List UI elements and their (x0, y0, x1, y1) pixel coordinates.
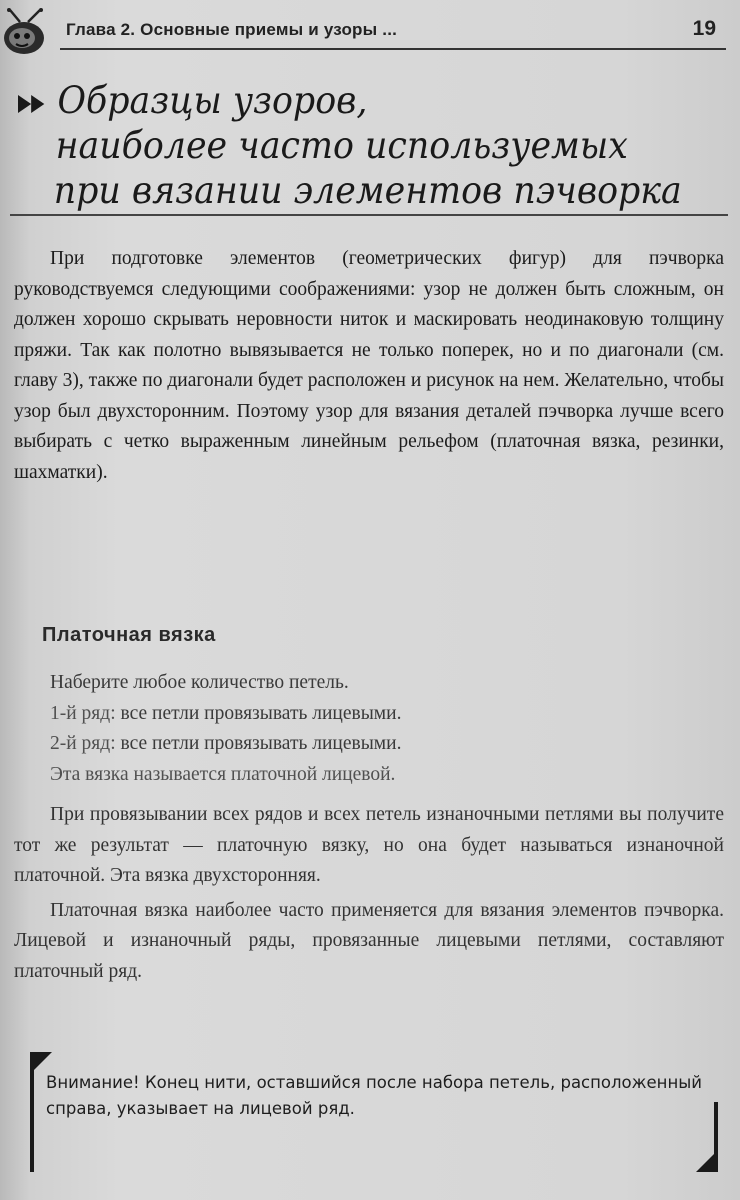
row-2-text: все петли провязывать лицевыми. (120, 733, 402, 754)
usage-paragraph: Платочная вязка наиболее часто применяется для вязания элементов пэчворка. Лицевой и изнаночный ряды, провязанные лицевыми петлями, составляют платочный ряд. (14, 899, 724, 982)
tv-mascot-icon (0, 8, 52, 56)
intro-text (14, 244, 724, 488)
note-text: Внимание! Конец нити, оставшийся после набора петель, расположенный справа, указывает на лицевой ряд. (46, 1073, 702, 1118)
subsection-title: Платочная вязка (42, 624, 216, 646)
section-title (18, 78, 685, 213)
row-2-label: 2-й ряд: (50, 733, 116, 754)
cast-on-line: Наберите любое количество петель. (50, 672, 349, 693)
row-1-line (14, 699, 724, 730)
intro-paragraph: При подготовке элементов (геометрических фигур) для пэчворка руководствуемся следующими соображениями: узор не должен быть сложным, он должен хорошо скрывать неровности ниток и маскировать неодинаковую толщину пряжи. Так как полотно вывязывается не только поперек, но и по диагонали (см. главу 3), также по диагонали будет расположен и рисунок на нем. Желательно, чтобы узор был двухсторонним. Поэтому узор для вязания деталей пэчворка лучше всего выбирать с четко выраженным линейным рельефом (платочная вязка, резинки, шахматки). (14, 248, 724, 483)
purl-paragraph: При провязывании всех рядов и всех петель изнаночными петлями вы получите тот же результат — платочную вязку, но она будет называться изнаночной платочной. Эта вязка двухсторонняя. (14, 804, 724, 886)
row-1-label: 1-й ряд: (50, 702, 116, 724)
section-title-line-1: Образцы узоров, (57, 79, 368, 122)
title-divider (10, 214, 728, 216)
row-2-line (14, 729, 724, 760)
chapter-title: Глава 2. Основные приемы и узоры ... (66, 20, 398, 39)
section-title-line-2: наиболее часто используемых (55, 124, 628, 167)
additional-text (14, 800, 724, 987)
knitting-instructions (14, 668, 724, 790)
header-divider (60, 48, 726, 50)
section-title-line-3: при вязании элементов пэчворка (53, 169, 682, 212)
running-header (0, 0, 740, 62)
row-1-text: все петли провязывать лицевыми. (120, 702, 402, 724)
page-number: 19 (692, 17, 716, 40)
attention-note (30, 1052, 718, 1172)
double-arrow-icon (18, 93, 52, 115)
stitch-name-line: Эта вязка называется платочной лицевой. (50, 763, 396, 785)
